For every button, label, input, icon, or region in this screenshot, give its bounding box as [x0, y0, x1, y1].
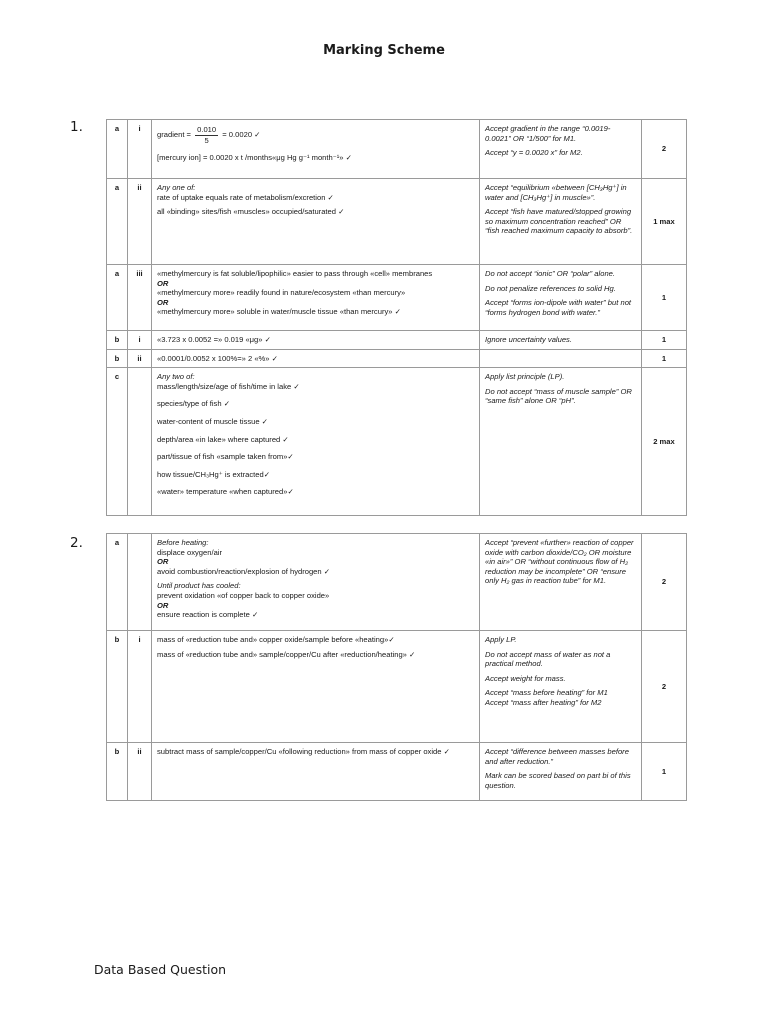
answer-line: mass of «reduction tube and» copper oxide/sample before «heating»✓	[157, 635, 395, 644]
answer-line: depth/area «in lake» where captured ✓	[157, 434, 289, 444]
row-2a	[107, 534, 687, 631]
note-line: Accept gradient in the range “0.0019-0.0021” OR “1/500” for M1.	[485, 124, 611, 143]
part-label: b	[107, 743, 128, 801]
subpart-label: i	[128, 631, 152, 743]
answer-cell	[152, 265, 480, 331]
note-line: Accept “fish have matured/stopped growing so maximum concentration reached” OR “fish reached maximum capacity to absorb”.	[485, 207, 633, 236]
notes-cell	[480, 534, 642, 631]
subpart-label: i	[128, 120, 152, 179]
answer-line: «water» temperature «when captured»✓	[157, 487, 294, 497]
answer-cell	[152, 368, 480, 516]
marks-cell: 2 max	[642, 368, 687, 516]
question-2-table	[106, 533, 687, 801]
row-1a-iii	[107, 265, 687, 331]
mercury-equation: [mercury ion] = 0.0020 x t /months«μg Hg g⁻¹ month⁻¹» ✓	[157, 153, 352, 163]
notes-cell	[480, 331, 642, 350]
question-1-table	[106, 119, 687, 516]
part-label: b	[107, 331, 128, 350]
answer-line: «methylmercury is fat soluble/lipophilic» easier to pass through «cell» membranes	[157, 269, 433, 278]
row-2b-i	[107, 631, 687, 743]
note-line: Mark can be scored based on part bi of this question.	[485, 771, 631, 790]
subpart-label: i	[128, 331, 152, 350]
part-label: b	[107, 349, 128, 368]
subpart-label	[128, 534, 152, 631]
marks-cell: 2	[642, 631, 687, 743]
notes-cell	[480, 631, 642, 743]
subpart-label	[128, 368, 152, 516]
answer-cell	[152, 631, 480, 743]
note-line: Accept “mass after heating” for M2	[485, 697, 602, 707]
part-label: a	[107, 120, 128, 179]
answer-line: «methylmercury more» soluble in water/muscle tissue «than mercury» ✓	[157, 307, 401, 317]
answer-line: mass of «reduction tube and» sample/copper/Cu after «reduction/heating» ✓	[157, 649, 416, 659]
page-footer: Data Based Question	[94, 962, 227, 977]
answer-line: «3.723 x 0.0052 =» 0.019 «μg» ✓	[157, 335, 271, 344]
subpart-label: ii	[128, 349, 152, 368]
note-line: Do not accept “ionic” OR “polar” alone.	[485, 269, 615, 278]
answer-cell	[152, 331, 480, 350]
note-line: Accept “difference between masses before and after reduction.”	[485, 747, 629, 766]
answer-cell	[152, 349, 480, 368]
marks-cell: 1	[642, 265, 687, 331]
part-label: b	[107, 631, 128, 743]
row-1a-ii	[107, 179, 687, 265]
notes-cell	[480, 265, 642, 331]
row-1a-i	[107, 120, 687, 179]
notes-cell	[480, 743, 642, 801]
answer-line: «methylmercury more» readily found in nature/ecosystem «than mercury»	[157, 288, 406, 298]
fraction-numerator: 0.010	[197, 125, 217, 134]
answer-line: species/type of fish ✓	[157, 399, 231, 409]
or-label: OR	[157, 600, 169, 610]
row-2b-ii	[107, 743, 687, 801]
marks-cell: 2	[642, 120, 687, 179]
answer-cell	[152, 534, 480, 631]
part-label: a	[107, 265, 128, 331]
question-number-2: 2.	[70, 535, 83, 551]
marks-cell: 1	[642, 743, 687, 801]
question-number-1: 1.	[70, 119, 83, 135]
or-label: OR	[157, 278, 169, 288]
fraction-denominator: 5	[204, 135, 209, 145]
or-label: OR	[157, 297, 169, 307]
notes-cell	[480, 179, 642, 265]
note-line: Accept “prevent «further» reaction of copper oxide with carbon dioxide/CO₂ OR moisture «in air»” OR “without continuous flow of H₂ reduction may be incomplete” OR “ensure only H₂ gas in reaction tube” for M1.	[485, 538, 634, 586]
marks-cell: 1 max	[642, 179, 687, 265]
page-title: Marking Scheme	[323, 43, 445, 58]
answer-line: subtract mass of sample/copper/Cu «following reduction» from mass of copper oxide ✓	[157, 747, 450, 756]
gradient-result: = 0.0020 ✓	[222, 130, 261, 140]
answer-line: mass/length/size/age of fish/time in lake ✓	[157, 381, 300, 391]
notes-cell	[480, 120, 642, 179]
answer-line: ensure reaction is complete ✓	[157, 610, 259, 620]
subpart-label: ii	[128, 179, 152, 265]
answer-line: water-content of muscle tissue ✓	[157, 416, 269, 426]
part-label: a	[107, 179, 128, 265]
answer-cell	[152, 179, 480, 265]
row-1b-i	[107, 331, 687, 350]
gradient-fraction	[195, 125, 218, 145]
answer-cell	[152, 120, 480, 179]
note-line: Accept “forms ion-dipole with water” but not “forms hydrogen bond with water.”	[485, 298, 632, 317]
note-line: Do not accept “mass of muscle sample” OR “same fish” alone OR “pH”.	[485, 386, 632, 406]
answer-cell	[152, 743, 480, 801]
note-line: Accept “y = 0.0020 x” for M2.	[485, 148, 583, 158]
answer-line: avoid combustion/reaction/explosion of hydrogen ✓	[157, 566, 331, 576]
answer-heading: Until product has cooled:	[157, 581, 241, 591]
answer-heading: Any one of:	[157, 183, 196, 192]
marks-cell: 2	[642, 534, 687, 631]
subpart-label: ii	[128, 743, 152, 801]
note-line: Accept weight for mass.	[485, 673, 566, 683]
answer-line: part/tissue of fish «sample taken from»✓	[157, 452, 294, 462]
gradient-label: gradient =	[157, 130, 191, 140]
answer-line: prevent oxidation «of copper back to copper oxide»	[157, 590, 330, 600]
answer-heading: Before heating:	[157, 538, 209, 547]
answer-line: displace oxygen/air	[157, 547, 223, 557]
answer-line: «0.0001/0.0052 x 100%=» 2 «%» ✓	[157, 353, 278, 363]
note-line: Do not penalize references to solid Hg.	[485, 283, 616, 293]
subpart-label: iii	[128, 265, 152, 331]
notes-cell	[480, 349, 642, 368]
answer-heading: Any two of:	[157, 372, 195, 382]
or-label: OR	[157, 557, 169, 567]
answer-line: rate of uptake equals rate of metabolism/excretion ✓	[157, 192, 334, 202]
marks-cell: 1	[642, 331, 687, 350]
row-1b-ii	[107, 349, 687, 368]
answer-line: all «binding» sites/fish «muscles» occupied/saturated ✓	[157, 207, 345, 217]
note-line: Accept “equilibrium «between [CH₃Hg⁺] in water and [CH₃Hg⁺] in muscle»”.	[485, 183, 627, 202]
notes-cell	[480, 368, 642, 516]
part-label: c	[107, 368, 128, 516]
note-line: Apply LP.	[485, 635, 517, 644]
answer-line: how tissue/CH₃Hg⁺ is extracted✓	[157, 469, 271, 479]
note-line: Accept “mass before heating” for M1	[485, 688, 608, 698]
note-line: Apply list principle (LP).	[485, 372, 565, 382]
marks-cell: 1	[642, 349, 687, 368]
part-label: a	[107, 534, 128, 631]
note-line: Do not accept mass of water as not a practical method.	[485, 649, 611, 669]
note-line: Ignore uncertainty values.	[485, 335, 572, 344]
row-1c	[107, 368, 687, 516]
